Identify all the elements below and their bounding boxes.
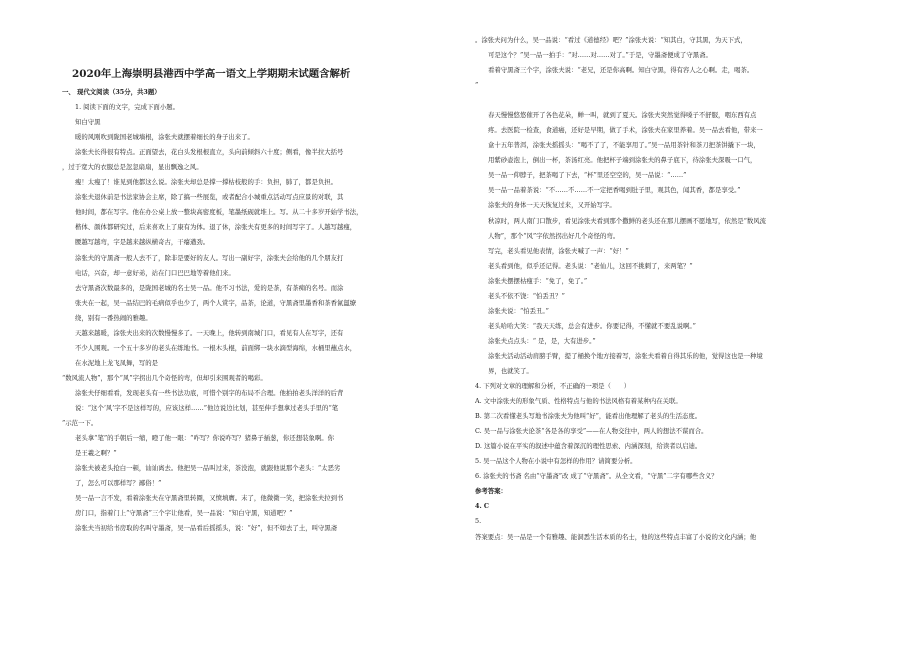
text-line: ” [475, 81, 479, 90]
text-line: 界，也就笑了。 [488, 366, 533, 375]
text-line: 涂张夫摆摆枯瘦手：“免了，免了。” [488, 276, 588, 285]
text-line: 涂张夫当初给书房取的名叫守墨斋，吴一品看后摇摇头，说：“好”，但不如去了土，叫守黑斋 [75, 524, 338, 533]
text-line: 涂张夫说：“怕丢丑。” [488, 306, 549, 315]
text-line: 不少人围观。一个五十多岁的老头在练地书。一根木头棍，前面绑一块水滴型海绵，水桶里蘸点水， [75, 343, 357, 352]
text-line: 涂张夫活动活动肩膀手臂，提了桶换个地方接着写，涂张夫看着自得其乐的他，觉得这也是一种境 [488, 351, 763, 360]
text-line: 可是这个？”吴一品一拍手：“对……对……对了。”于是，守墨斋便成了守黑斋。 [488, 51, 712, 60]
text-line: 涂张夫点点头：“ 是，是，大有进步。” [488, 336, 596, 345]
text-line: 腰越写越弯，字是越来越纵横奇古，干瘪遒劲。 [75, 238, 210, 247]
text-line: 老头哈哈大笑：“我天天练，总会有进步。你要记得，不懂就不要乱说啊。” [488, 321, 696, 330]
text-line: 瘦！太瘦了！谁见到他都这么说。涂张夫却总是撑一撑枯枝般的手：负担，肺了，都是负担。 [75, 178, 338, 187]
text-line: 吴一品一言不发，看着涂张夫在守黑斋里转圈，又愤填膺。末了，他微微一笑，把涂张夫拉到书 [75, 494, 344, 503]
text-line: 在水泥地上龙飞凤舞，写的是 [75, 358, 159, 367]
text-line: 了，怎么可以那样写？鄙俗！” [75, 479, 162, 488]
text-line: 楷体、颜体都研究过，后来喜欢上了康有为体。退了休，涂张夫有更多的时间写字了。人越写越瘦， [75, 223, 357, 232]
text-line: 是王羲之啊？” [75, 449, 117, 458]
text-line: 看着守黑斋三个字，涂张夫说：“老兄，还是你高啊。知白守黑，得有容人之心啊。走，喝茶。 [488, 66, 754, 75]
reference-answers-heading: 参考答案： [475, 487, 507, 496]
text-line: 春天慢慢悠悠催开了各色花朵，蝉一叫，就到了夏天。涂张夫突然觉得嗓子不舒服，咽东西有点 [488, 111, 757, 120]
text-line: 5. 吴一品这个人物在小说中有怎样的作用？请简要分析。 [475, 457, 637, 466]
text-line: 涂张夫退休前是书法家协会主席，除了搞一些展览，或者配合小城重点活动写点应景的对联，其 [75, 193, 344, 202]
text-line: A. 文中涂张夫的形象气质、性格特点与他的书法风格有着某种内在关联。 [475, 397, 682, 406]
text-line: 疼。去医院一检查，食道癌，还好是早期，做了手术，涂张夫在家里养着。吴一品去看他，带来一 [488, 126, 763, 135]
text-line: 涂张夫被老头抢白一顿，讪讪离去。他把吴一品叫过来，茶没泡，就跟他说那个老头：“太恶劣 [75, 464, 341, 473]
text-line: 人物”，那个“风”字依然拐出好几个奇怪的弯。 [488, 231, 620, 240]
text-line [475, 93, 857, 108]
answer-5-text: 答案要点：吴一品是一个有雅趣、能洞悉生活本质的名士，他的这些特点丰富了小说的文化内涵；他 [475, 532, 757, 541]
text-line: 写完，老头看见他表情，涂张夫喊了一声：“好！” [488, 246, 629, 255]
question-intro: 1. 阅读下面的文字，完成下面小题。 [75, 103, 179, 112]
document-title: 2020年上海崇明县港西中学高一语文上学期期末试题含解析 [72, 68, 351, 80]
text-line: 他时间，都在写字。他在办公桌上放一整块高密度板，笔墨纸砚就堆上。写。从二十多岁开始学书法， [75, 208, 363, 217]
text-line: 房门口，指着门上“守黑斋”三个字让他看，吴一品说：“知白守黑，知道吧？” [75, 509, 293, 518]
answer-4: 4. C [475, 502, 489, 511]
text-line: 吴一品一仰脖子，把茶喝了下去，“杯”里还空空的，吴一品说：“……” [488, 171, 687, 180]
text-line: “数风流人物”，那个“风”字拐出几个奇怪的弯，但却引来围观者的喝彩。 [62, 373, 267, 382]
text-line: 。涂张夫问为什么，吴一品说：“看过《道德经》吧？”涂张夫说：“知其白，守其黑，为天下式， [475, 36, 747, 44]
text-line: 盒十五年普洱，涂张夫摇摇头：“喝不了了，不能享用了。”吴一品用茶针和茶刀把茶饼撬下一块， [488, 141, 760, 150]
text-line: 涂张夫长得很有特点。正面望去，花白头发根根直立，头向前倾斜六十度；侧看，像半拉大括号 [75, 148, 344, 157]
text-line: 说：“这个‘风’字不是这样写的，应该这样……”他边说边比划，甚至伸手想拿过老头手里的“笔 [75, 403, 339, 412]
text-line: 秋凉时，两人南门口散步，看见涂张夫看到那个撒鲜的老头还在那儿摆画不愿地写，依然是“数风流 [488, 216, 767, 225]
text-line: 绕，别有一番热闹的雅趣。 [75, 313, 152, 322]
text-line: C. 吴一品与涂张夫论茶“各是各的享受”——在人物交往中，两人的想法不谋而合。 [475, 427, 708, 436]
story-title: 知白守黑 [75, 118, 101, 127]
text-line: 用紫砂壶泡上，倒出一杯，茶汤红亮。他把杯子端到涂张夫的鼻子底下，待涂张夫深吸一口气， [488, 156, 757, 165]
text-line: 吴一品一品着茶说：“不……不……不一定把香喝到肚子里，观其色，闻其香，都是享受。” [488, 186, 741, 195]
text-line: 老头不依不饶：“怕丢丑？” [488, 291, 565, 300]
story-body-right [475, 33, 857, 484]
right-column [475, 33, 857, 545]
story-body-left [62, 130, 444, 536]
text-line: ，过于宽大的衣服总是忽忽扇扇，显出飘逸之风。 [62, 163, 203, 172]
text-line: 天越来越暖，涂张夫出来的次数慢慢多了。一天晚上，他转到南城门口，看见有人在写字，还有 [75, 328, 344, 337]
text-line: 暖的风刚吹到陇国老城墙根，涂张夫就摆着细长的身子出来了。 [75, 133, 254, 142]
text-line: 4. 下列对文章的理解和分析，不正确的一项是（ ） [475, 382, 631, 391]
text-line: 6. 涂张夫的书斋 名由“守墨斋”改 成了“守黑斋”。从全文看，“守黑”二字有哪些含义？ [475, 472, 718, 481]
text-line: 涂张夫仔细看看，发现老头有一些书法功底，可惜个别字的布局不合理。他拍拍老头洋洋的后背 [75, 388, 344, 397]
text-line: 电话，兴奋，却一意好弟，站在门口巴巴地等着他们来。 [75, 268, 235, 277]
text-line: 张夫在一起，吴一品结巴的毛病似乎也少了，两个人赏字，品茶，论道，守黑斋里墨香和茶香氤氲缭 [75, 298, 357, 307]
text-line: B. 第二次看懂老头写地书涂张夫为他叫“好”，能看出他理解了老头的生活态度。 [475, 412, 702, 421]
text-line: 老头看到他，似乎还记得。老头说：“老仙儿，这回不挑刺了，来两笔？” [488, 261, 693, 270]
text-line: 老头拿“笔”的手朝后一缩，瞪了他一眼：“咋写？你说咋写？猪鼻子插葱，你还想装象啊。你 [75, 434, 335, 443]
text-line: D. 这篇小说在平实的叙述中蕴含着深沉的理性思索、内涵深刻，给读者以启迪。 [475, 442, 702, 451]
text-line: 涂张夫的身体一天天恢复过来，又开始写字。 [488, 201, 616, 210]
text-line: 涂张夫的守黑斋一般人去不了，除非是要好的友人。写出一副好字，涂张夫会给他的几个朋友打 [75, 253, 344, 262]
text-line: 去守黑斋次数最多的，是陇国老城的名士吴一品。他不习书法，爱的是茶，有茶痴的名号。而涂 [75, 283, 344, 292]
left-column [62, 63, 444, 536]
section-heading: 一、 现代文阅读（35分，共3题） [62, 88, 161, 96]
answer-5-number: 5. [475, 517, 482, 526]
text-line: ”示范一下。 [62, 419, 98, 428]
